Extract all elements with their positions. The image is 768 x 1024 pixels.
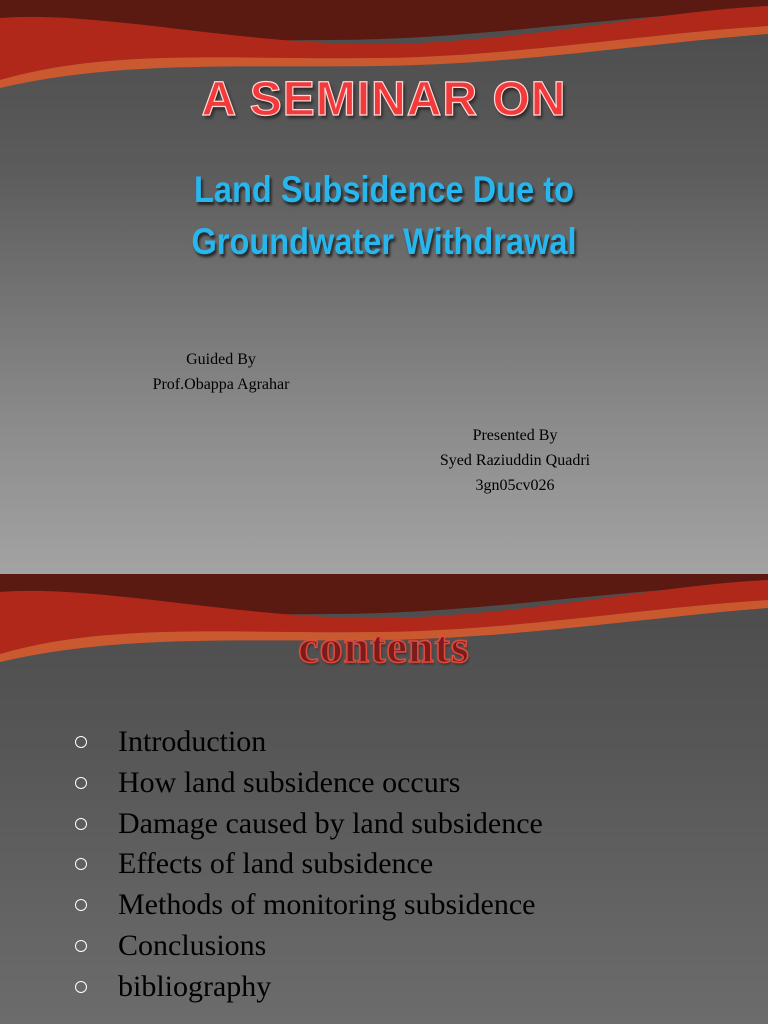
list-item xyxy=(70,763,543,804)
circle-bullet-icon xyxy=(75,818,87,830)
list-item-label: Effects of land subsidence xyxy=(118,847,434,881)
subtitle-line-2: Groundwater Withdrawal xyxy=(191,221,577,262)
seminar-title: A SEMINAR ON xyxy=(201,73,567,126)
circle-bullet-icon xyxy=(75,940,87,952)
list-item-label: Conclusions xyxy=(118,928,267,962)
guided-by-label: Guided By xyxy=(186,351,256,368)
presented-by-block xyxy=(400,423,630,498)
circle-bullet-icon xyxy=(75,858,87,870)
guide-name: Prof.Obappa Agrahar xyxy=(152,376,290,393)
list-item-label: Introduction xyxy=(118,725,267,758)
circle-bullet-icon xyxy=(75,981,87,993)
presenter-id: 3gn05cv026 xyxy=(475,477,555,494)
guided-by-block xyxy=(116,347,326,397)
list-item-label: How land subsidence occurs xyxy=(118,765,461,799)
list-item-label: Methods of monitoring subsidence xyxy=(118,888,536,922)
list-item xyxy=(70,885,543,926)
contents-title: contents xyxy=(298,621,470,672)
circle-bullet-icon xyxy=(75,736,87,748)
list-item xyxy=(70,722,543,763)
list-item xyxy=(70,804,543,845)
subtitle-line-1: Land Subsidence Due to xyxy=(194,169,574,210)
circle-bullet-icon xyxy=(75,899,87,911)
list-item xyxy=(70,967,543,1008)
circle-bullet-icon xyxy=(75,777,87,789)
seminar-subtitle xyxy=(46,164,722,268)
contents-slide xyxy=(0,574,768,1024)
list-item-label: bibliography xyxy=(118,969,272,1003)
contents-list xyxy=(70,722,543,1008)
list-item-label: Damage caused by land subsidence xyxy=(118,806,543,840)
list-item xyxy=(70,844,543,885)
presenter-name: Syed Raziuddin Quadri xyxy=(439,452,591,469)
list-item xyxy=(70,926,543,967)
presented-by-label: Presented By xyxy=(472,427,558,444)
